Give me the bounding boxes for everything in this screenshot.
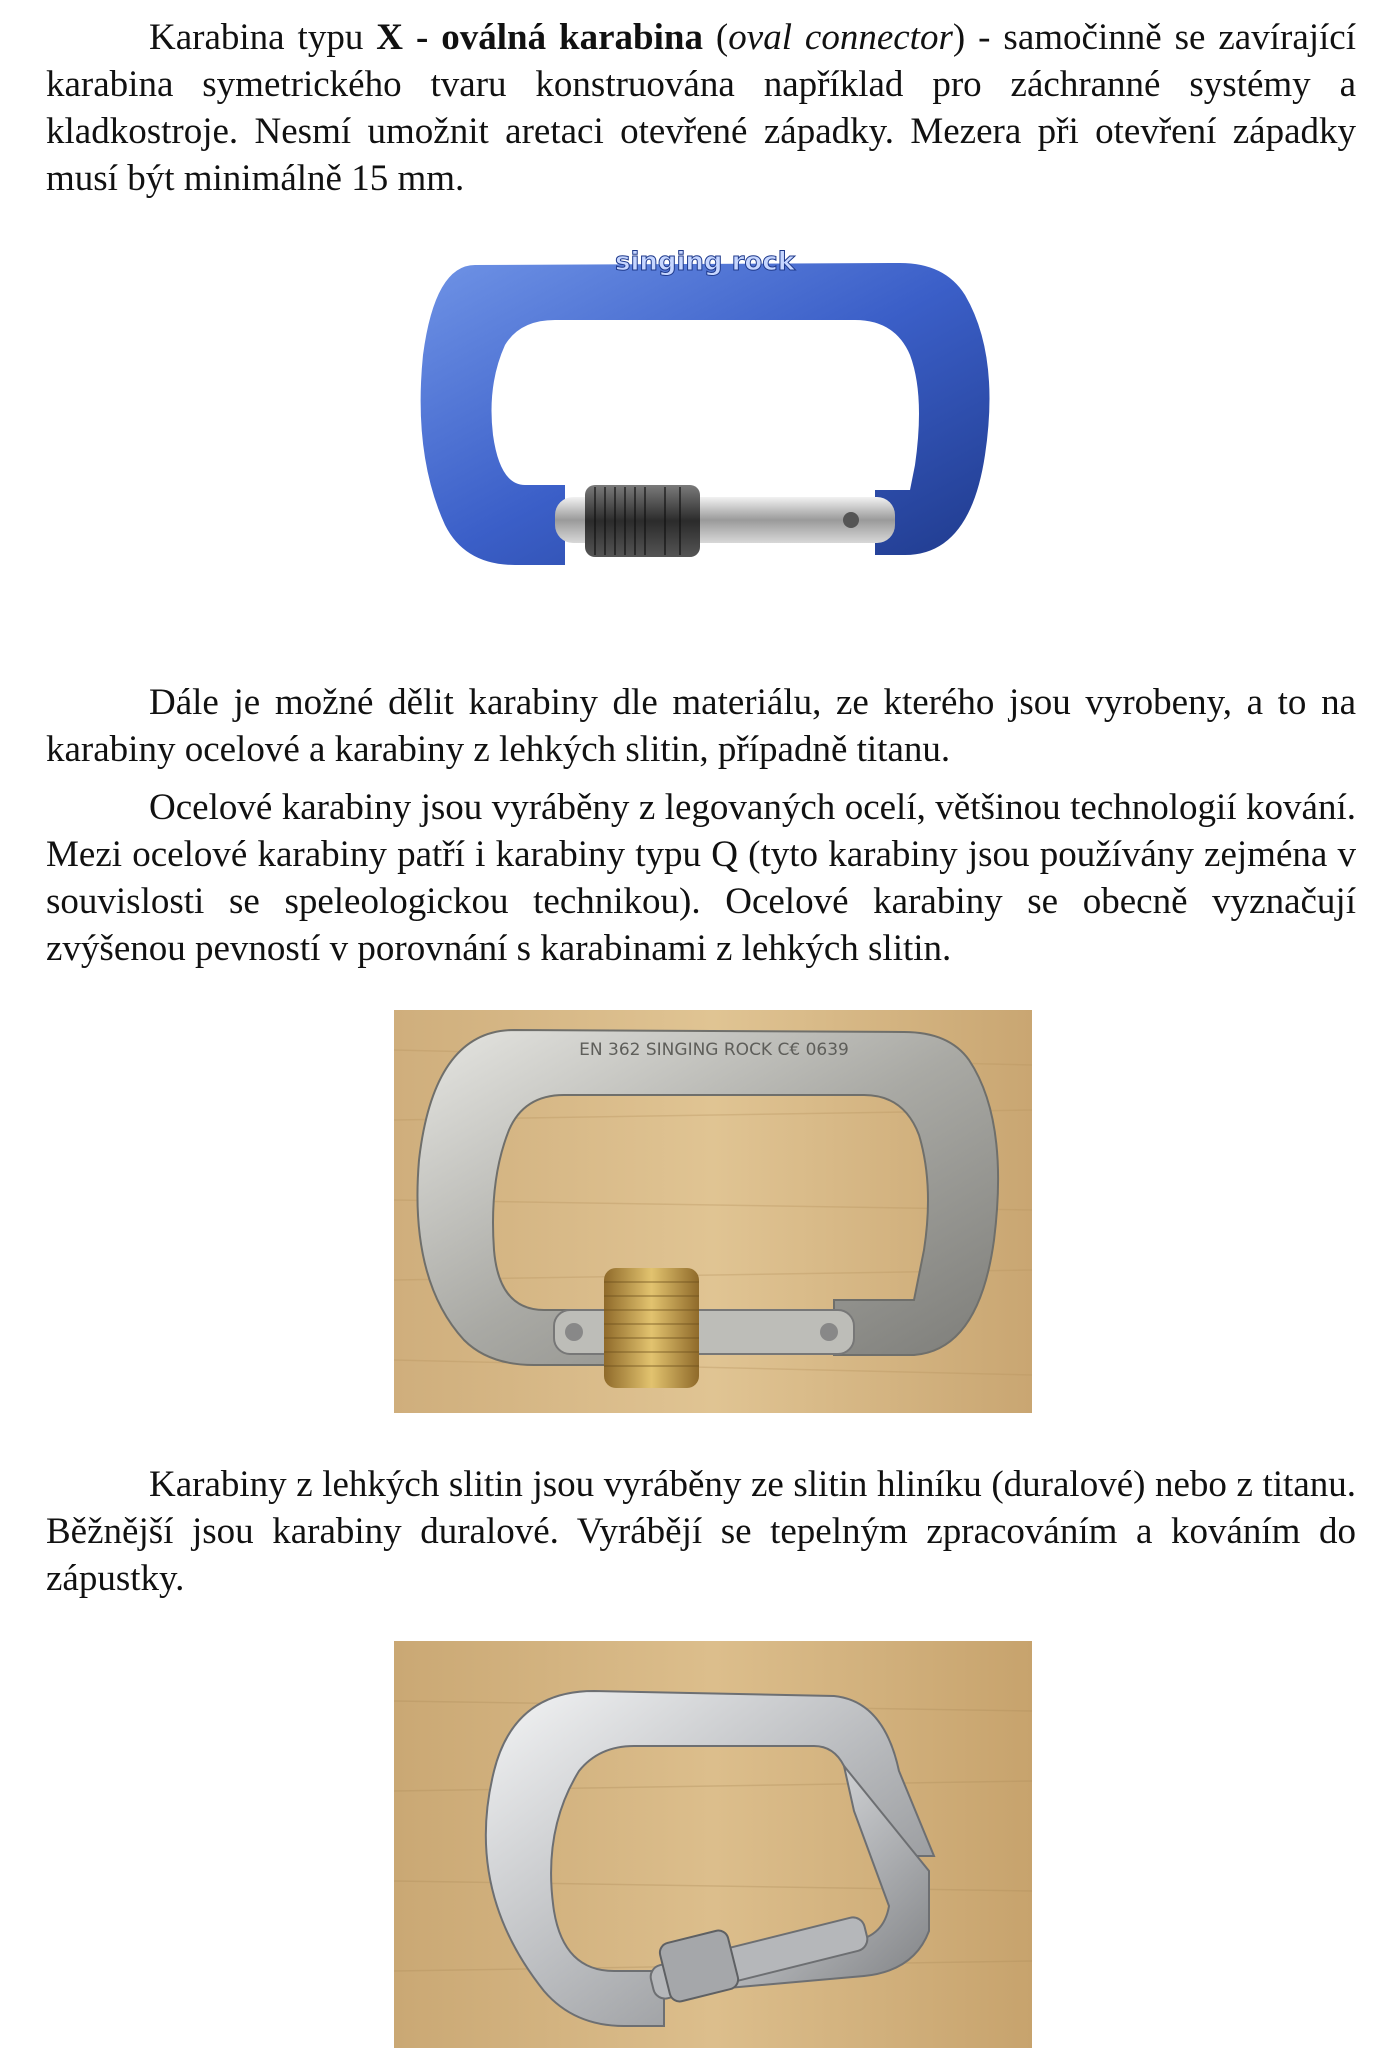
text-open-paren: ( (702, 17, 729, 58)
photo-steel-carabiner (394, 1010, 1032, 1413)
paragraph-light-alloy-carabiners: Karabiny z lehkých slitin jsou vyráběny ze slitin hliníku (duralové) nebo z titanu. Běžnější jsou karabiny duralové. Vyrábějí se tepelným zpracováním a kováním do zápustky. (46, 1464, 1356, 1599)
gate-pin-left (565, 1323, 583, 1341)
carabiner-engraving: EN 362 SINGING ROCK C€ 0639 (579, 1040, 849, 1060)
carabiner-gate (554, 1310, 854, 1354)
text-description: ) - samočinně se zavírající karabina symetrického tvaru konstruována například pro záchranné systémy a kladkostroje. Nesmí umožnit aretaci otevřené západky. Mezera při otevření západky musí být minimálně 15 mm. (46, 17, 1357, 199)
gate-pin-right (820, 1323, 838, 1341)
text-type-bold: X - oválná karabina (376, 17, 703, 58)
text-english-term: oval connector (728, 17, 953, 58)
text-intro: Karabina typu (149, 17, 377, 58)
gate-pin (843, 512, 859, 528)
paragraph-steel-carabiners: Ocelové karabiny jsou vyráběny z legovaných ocelí, většinou technologií kování. Mezi ocelové karabiny patří i karabiny typu Q (tyto karabiny jsou používány zejména v souvislosti se speleologickou technikou). Ocelové karabiny se obecně vyznačují zvýšenou pevností v porovnání s karabinami z lehkých slitin. (46, 787, 1356, 969)
paragraph-oval-connector (46, 14, 1356, 202)
carabiner-sleeve (585, 485, 700, 557)
paragraph-material-division: Dále je možné dělit karabiny dle materiálu, ze kterého jsou vyrobeny, a to na karabiny ocelové a karabiny z lehkých slitin, případně titanu. (46, 682, 1356, 770)
photo-alloy-carabiner (394, 1641, 1032, 2048)
carabiner-sleeve (604, 1268, 699, 1388)
photo-blue-oval-carabiner (405, 235, 1005, 575)
brand-engraving: singing rock (615, 247, 795, 277)
